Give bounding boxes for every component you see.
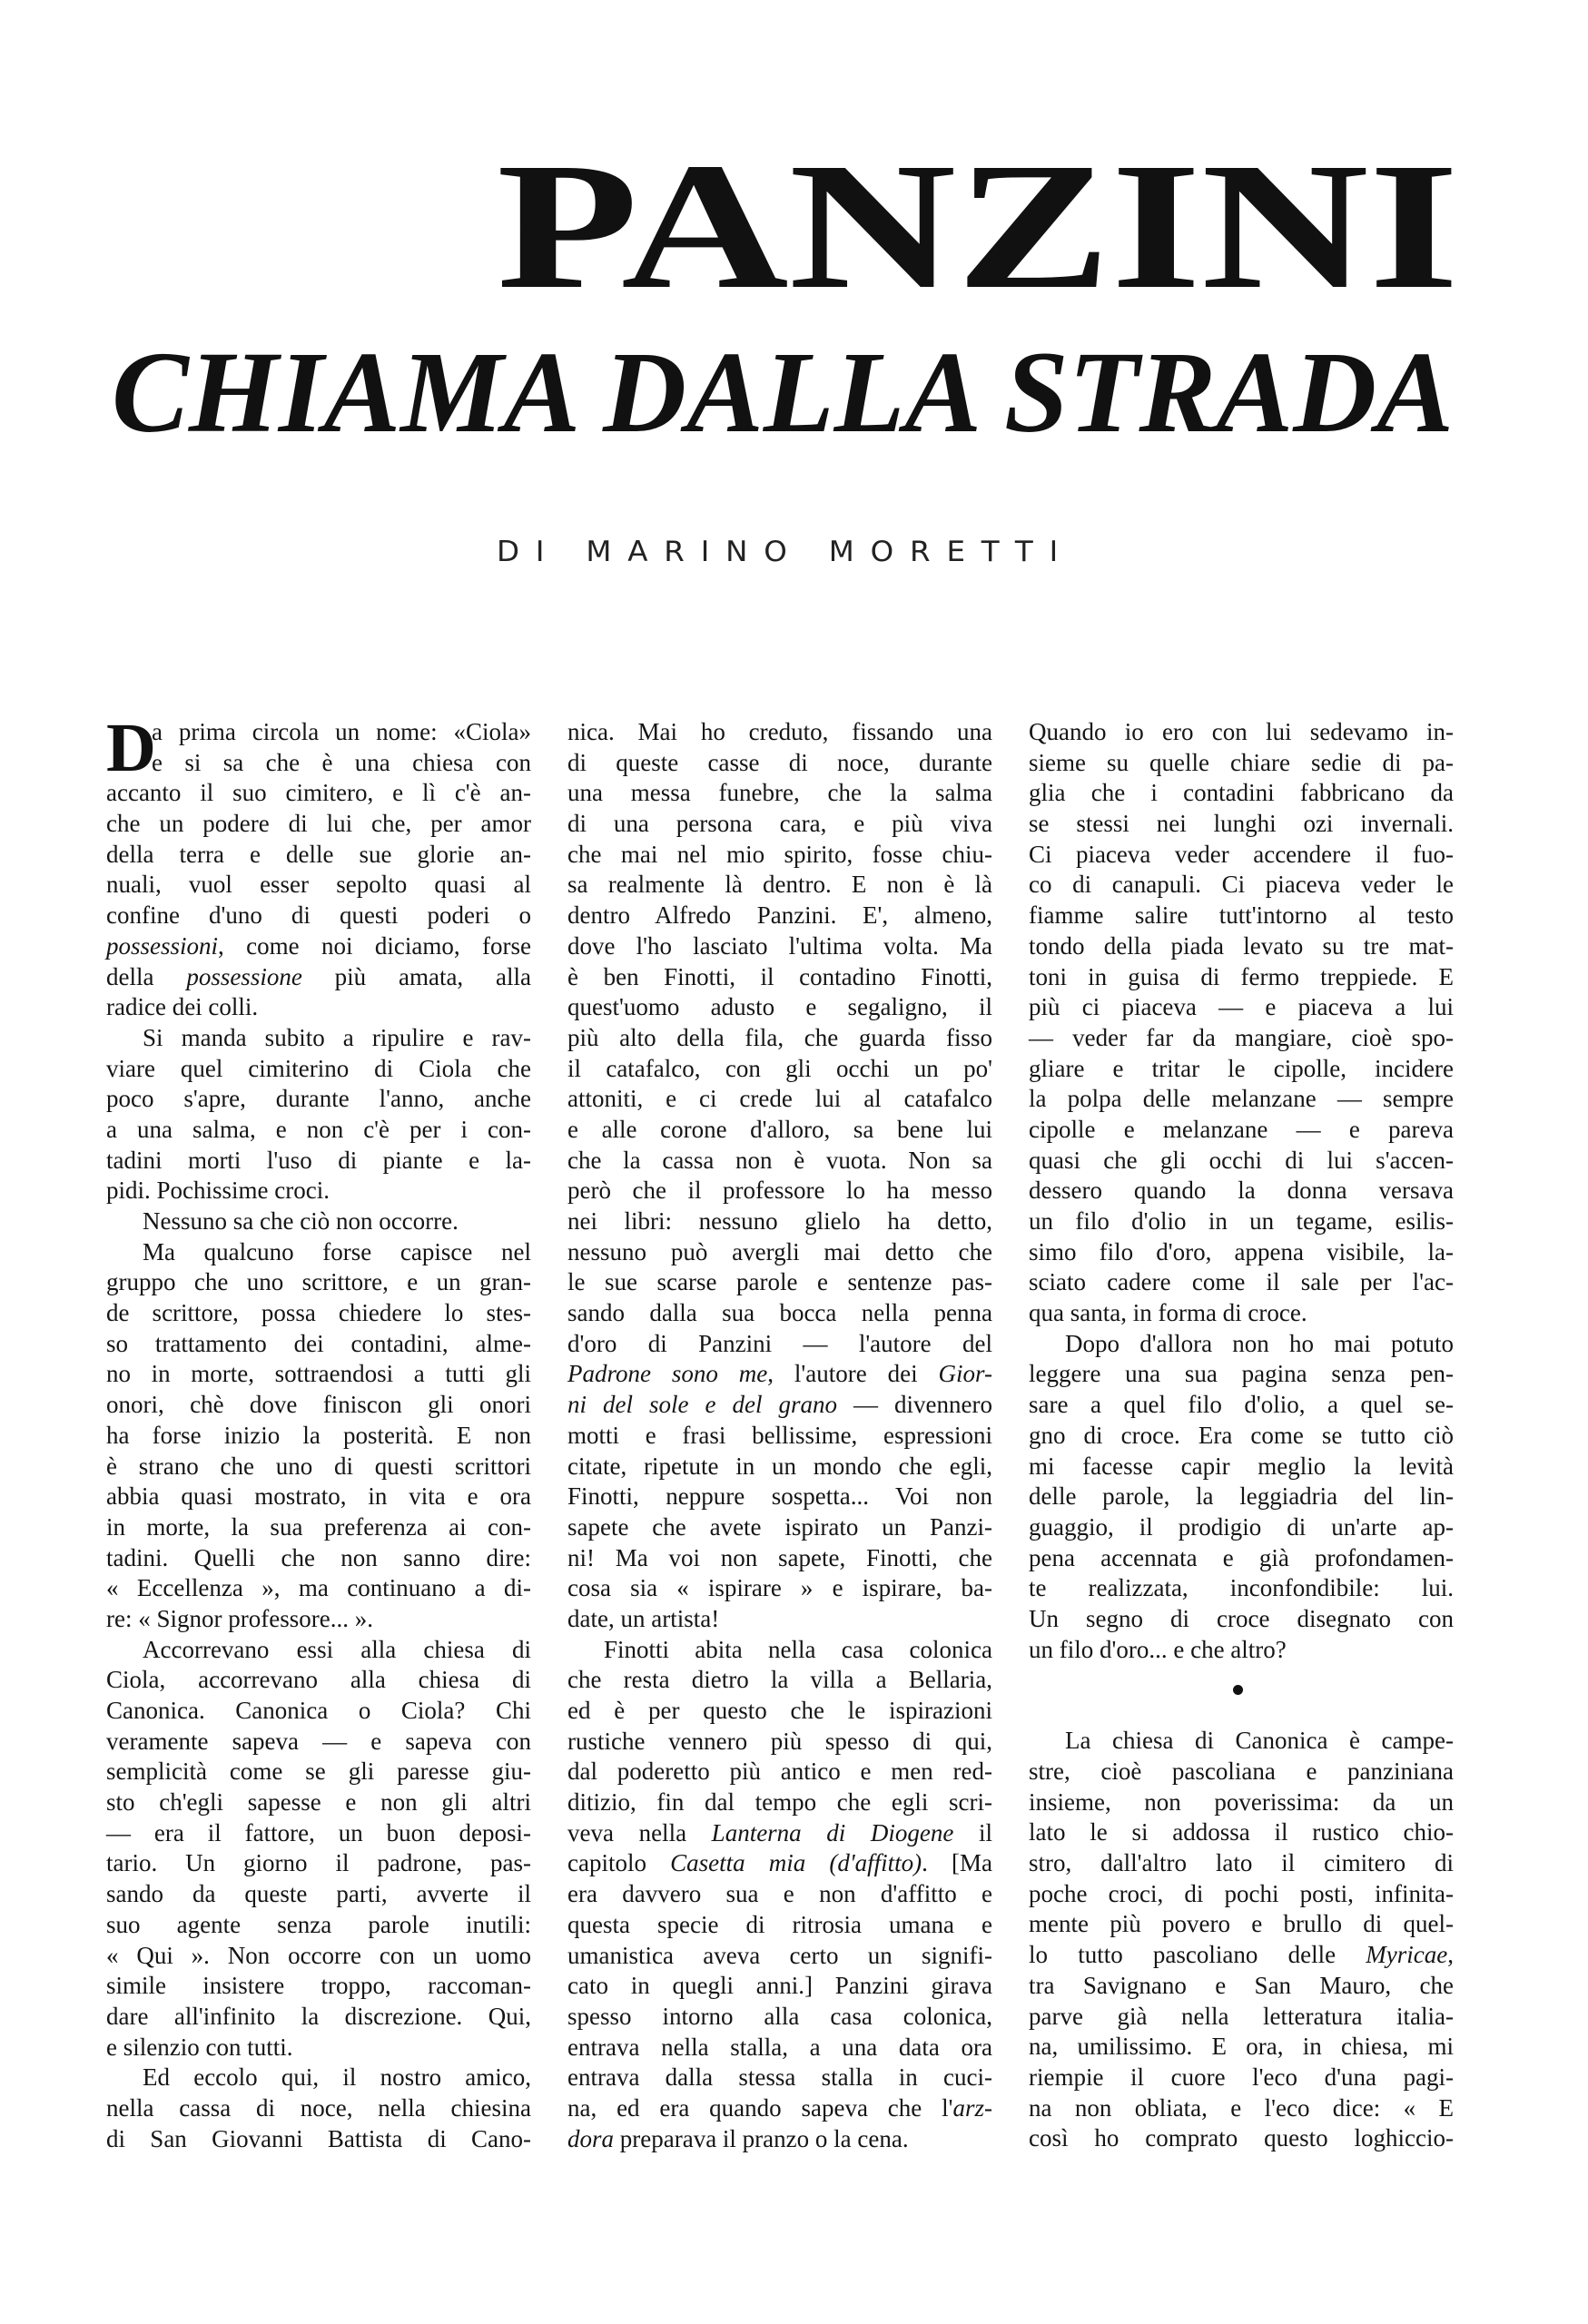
paragraph [106, 1237, 531, 1635]
paragraph [567, 717, 992, 1635]
text-line: nica. Mai ho creduto, fissando una [567, 718, 992, 745]
paragraph [106, 1635, 531, 2063]
text-line: Si manda subito a ripulire e rav- [143, 1023, 531, 1051]
text-line: fiamme salire tutt'intorno al testo [1029, 901, 1454, 930]
italic-title-segment: possessione [186, 962, 302, 990]
text-line: umanistica aveva certo un signifi- [567, 1941, 992, 1969]
italic-title-segment: Lanterna di Diogene [711, 1818, 954, 1846]
text-line: di una persona cara, e più viva [567, 810, 992, 838]
text-line: entrava dalla stessa stalla in cuci- [567, 2063, 992, 2092]
paragraph [106, 1023, 531, 1206]
article-subtitle: CHIAMA DALLA STRADA [112, 328, 1454, 457]
text-line: viare quel cimiterino di Ciola che [106, 1054, 531, 1082]
text-line: e silenzio con tutti. [106, 2033, 293, 2061]
text-line: le sue scarse parole e sentenze pas- [567, 1268, 992, 1296]
text-line: sando da queste parti, avverte il [106, 1880, 531, 1908]
text-line: quest'uomo adusto e segaligno, il [567, 993, 992, 1021]
text-column-2 [567, 717, 992, 2154]
text-line: Ciola, accorrevano alla chiesa di [106, 1666, 531, 1694]
text-line: te realizzata, inconfondibile: lui. [1029, 1574, 1454, 1602]
text-line: mi facesse capir meglio la levità [1029, 1452, 1454, 1480]
text-line: La chiesa di Canonica è campe- [1065, 1727, 1454, 1755]
text-line: na, umilissimo. E ora, in chiesa, mi [1029, 2033, 1454, 2061]
text-line: gno di croce. Era come se tutto ciò [1029, 1421, 1454, 1449]
text-line: stre, cioè pascoliana e panziniana [1029, 1758, 1454, 1785]
text-line: nella cassa di noce, nella chiesina [106, 2093, 531, 2122]
text-line: cato in quegli anni.] Panzini girava [567, 1972, 992, 2000]
text-line: quasi che gli occhi di lui s'accen- [1029, 1146, 1454, 1174]
text-line: — veder far da mangiare, cioè spo- [1029, 1023, 1454, 1051]
text-segment: , l'autore dei [767, 1360, 939, 1388]
text-line: abbia quasi mostrato, in vita e ora [106, 1482, 531, 1511]
text-line: sare a quel filo d'olio, a quel se- [1029, 1391, 1454, 1419]
text-line: dessero quando la donna versava [1029, 1177, 1454, 1205]
text-segment: capitolo [567, 1849, 671, 1877]
paragraph [106, 2063, 531, 2154]
text-line: in morte, la sua preferenza ai con- [106, 1512, 531, 1541]
text-line: a una salma, e non c'è per i con- [106, 1115, 531, 1143]
text-line: Accorrevano essi alla chiesa di [143, 1635, 531, 1663]
bullet-ornament-icon [1233, 1685, 1243, 1695]
text-line: so trattamento dei contadini, alme- [106, 1329, 531, 1357]
paragraph [1029, 1329, 1454, 1666]
text-line: suo agente senza parole inutili: [106, 1910, 531, 1938]
text-line: motti e frasi bellissime, espressioni [567, 1421, 992, 1449]
text-line: pena accennata e già profondamen- [1029, 1543, 1454, 1571]
text-line: era davvero sua e non d'affitto e [567, 1880, 992, 1908]
text-line: ha forse inizio la posterità. E non [106, 1421, 531, 1449]
text-segment: — divennero [837, 1391, 992, 1419]
text-line: più ci piaceva — e piaceva a lui [1029, 993, 1454, 1021]
text-line: Finotti abita nella casa colonica [604, 1635, 992, 1663]
text-line: mente più povero e brullo di quel- [1029, 1910, 1454, 1938]
text-line: una messa funebre, che la salma [567, 779, 992, 807]
text-line: Finotti, neppure sospetta... Voi non [567, 1482, 992, 1511]
text-line: gruppo che uno scrittore, e un gran- [106, 1268, 531, 1296]
text-line: tario. Un giorno il padrone, pas- [106, 1849, 531, 1877]
text-line: Un segno di croce disegnato con [1029, 1604, 1454, 1632]
text-line: lato le si addossa il rustico chio- [1029, 1818, 1454, 1846]
text-line [567, 2093, 992, 2124]
text-line: tondo della piada levato su tre mat- [1029, 931, 1454, 960]
text-line: citate, ripetute in un mondo che egli, [567, 1452, 992, 1480]
text-line: Dopo d'allora non ho mai potuto [1065, 1329, 1454, 1357]
text-line: è ben Finotti, il contadino Finotti, [567, 962, 992, 990]
text-segment: più amata, alla [301, 962, 531, 990]
text-line: che un podere di lui che, per amor [106, 810, 531, 838]
author-byline: DI MARINO MORETTI [497, 536, 1074, 568]
text-line: che mai nel mio spirito, fosse chiu- [567, 840, 992, 868]
text-line: delle parole, la leggiadria del lin- [1029, 1482, 1454, 1511]
paragraph [106, 710, 531, 1023]
text-line: veramente sapeva — e sapeva con [106, 1727, 531, 1755]
italic-title-segment: Padrone sono me [567, 1360, 768, 1388]
text-line: riempie il cuore l'eco d'una pagi- [1029, 2063, 1454, 2091]
text-line: onori, chè dove finiscon gli onori [106, 1391, 531, 1419]
text-line: confine d'uno di questi poderi o [106, 901, 531, 930]
text-line: tadini morti l'uso di piante e la- [106, 1146, 531, 1174]
text-line: a prima circola un nome: «Ciola» [152, 718, 531, 745]
text-line: qua santa, in forma di croce. [1029, 1299, 1307, 1327]
italic-title-segment: ni del sole e del grano [567, 1391, 838, 1419]
drop-cap: D [106, 710, 156, 786]
text-line: sa realmente là dentro. E non è là [567, 871, 992, 899]
text-line: Ed eccolo qui, il nostro amico, [143, 2063, 531, 2092]
paragraph [1029, 717, 1454, 1329]
text-segment: della [106, 962, 187, 990]
text-segment: il [953, 1818, 992, 1846]
text-line: spesso intorno alla casa colonica, [567, 2002, 992, 2030]
text-line: re: « Signor professore... ». [106, 1604, 373, 1632]
text-line: nei libri: nessuno glielo ha detto, [567, 1207, 992, 1235]
text-segment: preparava il pranzo o la cena. [614, 2124, 909, 2152]
text-line: no in morte, sottraendosi a tutti gli [106, 1360, 531, 1388]
text-line: Quando io ero con lui sedevamo in- [1029, 718, 1454, 745]
text-line: cosa sia « ispirare » e ispirare, ba- [567, 1574, 992, 1602]
text-line [567, 2124, 992, 2155]
text-line: Ci piaceva veder accendere il fuo- [1029, 840, 1454, 868]
italic-title-segment: Myricae [1366, 1941, 1448, 1969]
text-segment: , [1447, 1941, 1454, 1969]
text-line: pidi. Pochissime croci. [106, 1177, 330, 1205]
text-line: così ho comprato questo loghiccio- [1029, 2124, 1454, 2152]
text-line: glia che i contadini fabbricano da [1029, 779, 1454, 807]
text-line: la polpa delle melanzane — sempre [1029, 1085, 1454, 1113]
text-line: Ma qualcuno forse capisce nel [143, 1237, 531, 1265]
text-line: date, un artista! [567, 1604, 720, 1632]
text-line [567, 1848, 992, 1879]
text-line: poche croci, di pochi posti, infinita- [1029, 1879, 1454, 1907]
text-line: questa specie di ritrosia umana e [567, 1910, 992, 1938]
text-line: ni! Ma voi non sapete, Finotti, che [567, 1543, 992, 1571]
text-line: dal poderetto più antico e men red- [567, 1758, 992, 1786]
text-line: insieme, non poverissima: da un [1029, 1787, 1454, 1816]
text-line: nessuno può avergli mai detto che [567, 1237, 992, 1265]
italic-title-segment: dora [567, 2124, 615, 2152]
text-line: che resta dietro la villa a Bellaria, [567, 1666, 992, 1694]
text-line: gliare e tritar le cipolle, incidere [1029, 1054, 1454, 1082]
text-column-1 [106, 710, 531, 2154]
text-line: sapete che avete ispirato un Panzi- [567, 1512, 992, 1541]
text-line: simo filo d'oro, appena visibile, la- [1029, 1237, 1454, 1265]
text-line: parve già nella letteratura italia- [1029, 2002, 1454, 2030]
paragraph [1029, 1726, 1454, 2154]
text-line: Nessuno sa che ciò non occorre. [143, 1207, 459, 1235]
text-line: « Qui ». Non occorre con un uomo [106, 1941, 531, 1969]
text-line: Canonica. Canonica o Ciola? Chi [106, 1697, 531, 1724]
text-line: de scrittore, possa chiedere lo stes- [106, 1299, 531, 1327]
text-line: della terra e delle sue glorie an- [106, 840, 531, 868]
italic-title-segment: possessioni [106, 931, 219, 960]
text-line: co di canapuli. Ci piaceva veder le [1029, 871, 1454, 899]
paragraph [567, 1635, 992, 2155]
text-line: sieme su quelle chiare sedie di pa- [1029, 748, 1454, 776]
text-line: « Eccellenza », ma continuano a di- [106, 1574, 531, 1602]
text-line [1029, 1940, 1454, 1971]
text-line: tadini. Quelli che non sanno dire: [106, 1543, 531, 1571]
text-line: cipolle e melanzane — e pareva [1029, 1115, 1454, 1143]
text-line: più alto della fila, che guarda fisso [567, 1023, 992, 1051]
section-separator [1029, 1665, 1454, 1726]
text-line: nuali, vuol esser sepolto quasi al [106, 871, 531, 899]
text-line: il catafalco, con gli occhi un po' [567, 1054, 992, 1082]
text-line [567, 1818, 992, 1849]
text-line: ed è per questo che le ispirazioni [567, 1697, 992, 1724]
text-line: entrava nella stalla, a una data ora [567, 2033, 992, 2061]
italic-title-segment: Gior- [938, 1360, 992, 1388]
text-line: se stessi nei lunghi ozi invernali. [1029, 810, 1454, 838]
text-line: che la cassa non è vuota. Non sa [567, 1146, 992, 1174]
text-line: d'oro di Panzini — l'autore del [567, 1329, 992, 1357]
text-line: e si sa che è una chiesa con [152, 748, 531, 776]
text-line: simile insistere troppo, raccoman- [106, 1972, 531, 2000]
text-line: semplicità come se gli paresse giu- [106, 1758, 531, 1786]
text-line: dare all'infinito la discrezione. Qui, [106, 2002, 531, 2030]
italic-title-segment: Casetta mia (d'affitto) [670, 1849, 922, 1877]
article-title: PANZINI [497, 126, 1459, 327]
text-column-3 [1029, 717, 1454, 2154]
text-line [567, 1390, 992, 1421]
text-segment: lo tutto pascoliano delle [1029, 1941, 1366, 1969]
text-line: di San Giovanni Battista di Cano- [106, 2124, 531, 2152]
text-line: toni in guisa di fermo treppiede. E [1029, 962, 1454, 990]
text-line: leggere una sua pagina senza pen- [1029, 1360, 1454, 1388]
text-line: dentro Alfredo Panzini. E', almeno, [567, 901, 992, 930]
text-line: poco s'apre, durante l'anno, anche [106, 1085, 531, 1113]
text-line: — era il fattore, un buon deposi- [106, 1818, 531, 1846]
text-line: stro, dall'altro lato il cimitero di [1029, 1849, 1454, 1877]
text-line: attoniti, e ci crede lui al catafalco [567, 1085, 992, 1113]
text-segment: veva nella [567, 1818, 712, 1846]
text-line: però che il professore lo ha messo [567, 1177, 992, 1205]
text-line: rustiche vennero più spesso di qui, [567, 1727, 992, 1755]
text-line: na non obliata, e l'eco dice: « E [1029, 2093, 1454, 2122]
text-line: radice dei colli. [106, 993, 259, 1021]
text-line: un filo d'oro... e che altro? [1029, 1635, 1287, 1663]
text-line: sando dalla sua bocca nella penna [567, 1299, 992, 1327]
italic-title-segment: arz- [952, 2093, 992, 2122]
text-line: è strano che uno di questi scrittori [106, 1452, 531, 1480]
text-line: dove l'ho lasciato l'ultima volta. Ma [567, 931, 992, 960]
text-line: sto ch'egli sapesse e non gli altri [106, 1788, 531, 1817]
paragraph [106, 1206, 531, 1237]
text-segment: na, ed era quando sapeva che l' [567, 2093, 953, 2122]
text-line [106, 962, 531, 993]
text-line: un filo d'olio in un tegame, esilis- [1029, 1207, 1454, 1235]
text-line: ditizio, fin dal tempo che egli scri- [567, 1788, 992, 1817]
text-segment: . [Ma [922, 1849, 992, 1877]
text-line [567, 1359, 992, 1390]
text-segment: , come noi diciamo, forse [218, 931, 531, 960]
text-line [106, 931, 531, 962]
text-line: e alle corone d'alloro, sa bene lui [567, 1115, 992, 1143]
text-line: accanto il suo cimitero, e lì c'è an- [106, 779, 531, 807]
text-line: tra Savignano e San Mauro, che [1029, 1971, 1454, 1999]
text-line: sciato cadere come il sale per l'ac- [1029, 1268, 1454, 1296]
text-line: guaggio, il prodigio di un'arte ap- [1029, 1512, 1454, 1541]
text-line: di queste casse di noce, durante [567, 748, 992, 776]
